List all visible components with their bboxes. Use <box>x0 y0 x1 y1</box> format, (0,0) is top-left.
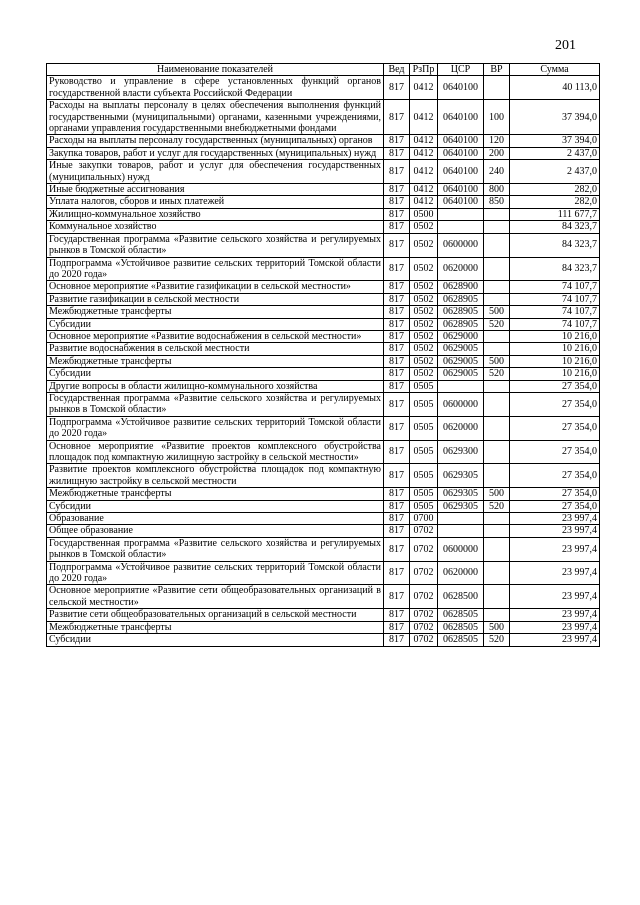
table-row <box>47 609 600 621</box>
table-row <box>47 100 600 135</box>
table-row <box>47 380 600 392</box>
cell-ved: 817 <box>384 561 410 585</box>
table-row <box>47 330 600 342</box>
cell-rzpr: 0502 <box>410 233 438 257</box>
table-row <box>47 233 600 257</box>
cell-ved: 817 <box>384 513 410 525</box>
cell-rzpr: 0502 <box>410 343 438 355</box>
cell-rzpr: 0502 <box>410 293 438 305</box>
cell-csr: 0640100 <box>438 76 484 100</box>
cell-csr: 0628500 <box>438 585 484 609</box>
header-row <box>47 64 600 76</box>
cell-csr: 0640100 <box>438 196 484 208</box>
cell-ved: 817 <box>384 440 410 464</box>
cell-vr <box>484 281 510 293</box>
cell-sum: 27 354,0 <box>510 464 600 488</box>
table-row <box>47 318 600 330</box>
cell-ved: 817 <box>384 343 410 355</box>
cell-rzpr: 0702 <box>410 634 438 646</box>
table-row <box>47 416 600 440</box>
cell-name: Развитие газификации в сельской местности <box>47 293 384 305</box>
cell-csr: 0620000 <box>438 257 484 281</box>
cell-sum: 23 997,4 <box>510 621 600 633</box>
cell-vr <box>484 609 510 621</box>
cell-name: Уплата налогов, сборов и иных платежей <box>47 196 384 208</box>
cell-ved: 817 <box>384 196 410 208</box>
cell-vr: 520 <box>484 368 510 380</box>
cell-rzpr: 0502 <box>410 221 438 233</box>
table-row <box>47 585 600 609</box>
cell-rzpr: 0412 <box>410 100 438 135</box>
cell-ved: 817 <box>384 76 410 100</box>
cell-rzpr: 0702 <box>410 561 438 585</box>
table-row <box>47 355 600 367</box>
cell-ved: 817 <box>384 585 410 609</box>
cell-sum: 10 216,0 <box>510 368 600 380</box>
cell-rzpr: 0702 <box>410 585 438 609</box>
cell-vr: 240 <box>484 160 510 184</box>
cell-csr <box>438 221 484 233</box>
cell-csr: 0629005 <box>438 343 484 355</box>
header-rzpr: РзПр <box>410 64 438 76</box>
cell-name: Расходы на выплаты персоналу в целях обеспечения выполнения функций государственными (муниципальными) органами, казенными учреждениями, органами управления государственными внебюджетными фондами <box>47 100 384 135</box>
cell-sum: 10 216,0 <box>510 355 600 367</box>
cell-rzpr: 0412 <box>410 160 438 184</box>
cell-vr <box>484 561 510 585</box>
table-header <box>47 64 600 76</box>
cell-name: Основное мероприятие «Развитие сети общеобразовательных организаций в сельской местности» <box>47 585 384 609</box>
cell-vr <box>484 221 510 233</box>
table-row <box>47 208 600 220</box>
cell-sum: 2 437,0 <box>510 147 600 159</box>
cell-csr: 0629005 <box>438 368 484 380</box>
cell-ved: 817 <box>384 233 410 257</box>
cell-name: Межбюджетные трансферты <box>47 621 384 633</box>
cell-ved: 817 <box>384 306 410 318</box>
cell-name: Подпрограмма «Устойчивое развитие сельских территорий Томской области до 2020 года» <box>47 561 384 585</box>
cell-ved: 817 <box>384 221 410 233</box>
cell-csr: 0628505 <box>438 634 484 646</box>
cell-sum: 27 354,0 <box>510 416 600 440</box>
cell-name: Субсидии <box>47 634 384 646</box>
cell-sum: 84 323,7 <box>510 221 600 233</box>
cell-sum: 27 354,0 <box>510 392 600 416</box>
cell-sum: 23 997,4 <box>510 525 600 537</box>
cell-ved: 817 <box>384 135 410 147</box>
table-row <box>47 221 600 233</box>
cell-name: Руководство и управление в сфере установленных функций органов государственной власти субъекта Российской Федерации <box>47 76 384 100</box>
cell-name: Подпрограмма «Устойчивое развитие сельских территорий Томской области до 2020 года» <box>47 416 384 440</box>
cell-name: Закупка товаров, работ и услуг для государственных (муниципальных) нужд <box>47 147 384 159</box>
cell-rzpr: 0505 <box>410 464 438 488</box>
table-row <box>47 196 600 208</box>
table-row <box>47 537 600 561</box>
cell-csr: 0640100 <box>438 135 484 147</box>
cell-ved: 817 <box>384 488 410 500</box>
cell-ved: 817 <box>384 100 410 135</box>
cell-rzpr: 0502 <box>410 368 438 380</box>
cell-sum: 10 216,0 <box>510 343 600 355</box>
cell-rzpr: 0412 <box>410 184 438 196</box>
cell-ved: 817 <box>384 500 410 512</box>
cell-rzpr: 0502 <box>410 318 438 330</box>
cell-ved: 817 <box>384 184 410 196</box>
cell-ved: 817 <box>384 281 410 293</box>
cell-csr: 0600000 <box>438 537 484 561</box>
table-row <box>47 281 600 293</box>
cell-sum: 23 997,4 <box>510 585 600 609</box>
table-row <box>47 257 600 281</box>
cell-rzpr: 0412 <box>410 76 438 100</box>
cell-name: Расходы на выплаты персоналу государственных (муниципальных) органов <box>47 135 384 147</box>
cell-vr: 520 <box>484 634 510 646</box>
cell-name: Государственная программа «Развитие сельского хозяйства и регулируемых рынков в Томской области» <box>47 233 384 257</box>
cell-vr <box>484 513 510 525</box>
cell-vr: 100 <box>484 100 510 135</box>
cell-ved: 817 <box>384 609 410 621</box>
cell-vr <box>484 392 510 416</box>
cell-csr: 0600000 <box>438 392 484 416</box>
cell-csr: 0629005 <box>438 355 484 367</box>
cell-sum: 37 394,0 <box>510 135 600 147</box>
cell-sum: 23 997,4 <box>510 537 600 561</box>
table-row <box>47 184 600 196</box>
cell-sum: 74 107,7 <box>510 281 600 293</box>
table-row <box>47 440 600 464</box>
cell-sum: 27 354,0 <box>510 440 600 464</box>
cell-vr <box>484 293 510 305</box>
cell-name: Субсидии <box>47 368 384 380</box>
cell-name: Развитие водоснабжения в сельской местности <box>47 343 384 355</box>
cell-sum: 282,0 <box>510 184 600 196</box>
header-ved: Вед <box>384 64 410 76</box>
cell-rzpr: 0505 <box>410 500 438 512</box>
cell-name: Коммунальное хозяйство <box>47 221 384 233</box>
page-number: 201 <box>555 38 576 53</box>
cell-csr: 0628905 <box>438 293 484 305</box>
table-row <box>47 160 600 184</box>
cell-rzpr: 0502 <box>410 330 438 342</box>
table-row <box>47 135 600 147</box>
cell-vr <box>484 440 510 464</box>
table-row <box>47 343 600 355</box>
cell-rzpr: 0505 <box>410 380 438 392</box>
table-row <box>47 392 600 416</box>
cell-vr: 800 <box>484 184 510 196</box>
cell-ved: 817 <box>384 318 410 330</box>
cell-csr: 0629305 <box>438 464 484 488</box>
cell-csr: 0620000 <box>438 561 484 585</box>
cell-csr <box>438 380 484 392</box>
cell-ved: 817 <box>384 416 410 440</box>
cell-ved: 817 <box>384 330 410 342</box>
cell-rzpr: 0702 <box>410 537 438 561</box>
cell-name: Другие вопросы в области жилищно-коммунального хозяйства <box>47 380 384 392</box>
cell-ved: 817 <box>384 621 410 633</box>
cell-name: Межбюджетные трансферты <box>47 488 384 500</box>
table-row <box>47 464 600 488</box>
cell-csr: 0628505 <box>438 621 484 633</box>
cell-vr <box>484 464 510 488</box>
cell-vr: 200 <box>484 147 510 159</box>
table-row <box>47 525 600 537</box>
table-row <box>47 147 600 159</box>
cell-sum: 10 216,0 <box>510 330 600 342</box>
cell-vr <box>484 233 510 257</box>
cell-name: Субсидии <box>47 318 384 330</box>
cell-sum: 27 354,0 <box>510 488 600 500</box>
cell-rzpr: 0412 <box>410 135 438 147</box>
cell-name: Государственная программа «Развитие сельского хозяйства и регулируемых рынков в Томской области» <box>47 537 384 561</box>
cell-sum: 23 997,4 <box>510 513 600 525</box>
cell-name: Межбюджетные трансферты <box>47 306 384 318</box>
header-sum: Сумма <box>510 64 600 76</box>
cell-sum: 74 107,7 <box>510 306 600 318</box>
table-row <box>47 488 600 500</box>
cell-csr <box>438 513 484 525</box>
cell-vr <box>484 416 510 440</box>
cell-csr <box>438 525 484 537</box>
cell-rzpr: 0505 <box>410 488 438 500</box>
cell-vr <box>484 330 510 342</box>
table-row <box>47 76 600 100</box>
cell-vr <box>484 585 510 609</box>
cell-ved: 817 <box>384 368 410 380</box>
cell-name: Межбюджетные трансферты <box>47 355 384 367</box>
cell-sum: 74 107,7 <box>510 293 600 305</box>
cell-csr: 0628900 <box>438 281 484 293</box>
cell-name: Основное мероприятие «Развитие газификации в сельской местности» <box>47 281 384 293</box>
cell-rzpr: 0502 <box>410 281 438 293</box>
cell-ved: 817 <box>384 464 410 488</box>
cell-rzpr: 0505 <box>410 440 438 464</box>
cell-ved: 817 <box>384 392 410 416</box>
cell-csr: 0629305 <box>438 488 484 500</box>
cell-sum: 23 997,4 <box>510 609 600 621</box>
table-row <box>47 561 600 585</box>
header-vr: ВР <box>484 64 510 76</box>
cell-csr: 0628505 <box>438 609 484 621</box>
cell-ved: 817 <box>384 147 410 159</box>
cell-rzpr: 0702 <box>410 609 438 621</box>
cell-csr: 0628905 <box>438 306 484 318</box>
cell-vr: 500 <box>484 355 510 367</box>
cell-name: Основное мероприятие «Развитие водоснабжения в сельской местности» <box>47 330 384 342</box>
table-row <box>47 368 600 380</box>
cell-ved: 817 <box>384 355 410 367</box>
cell-name: Развитие сети общеобразовательных организаций в сельской местности <box>47 609 384 621</box>
cell-sum: 23 997,4 <box>510 561 600 585</box>
cell-sum: 27 354,0 <box>510 380 600 392</box>
cell-rzpr: 0702 <box>410 621 438 633</box>
cell-csr: 0640100 <box>438 160 484 184</box>
cell-csr: 0629305 <box>438 500 484 512</box>
cell-sum: 111 677,7 <box>510 208 600 220</box>
cell-vr <box>484 76 510 100</box>
cell-vr: 850 <box>484 196 510 208</box>
cell-name: Субсидии <box>47 500 384 512</box>
cell-rzpr: 0505 <box>410 416 438 440</box>
cell-vr <box>484 380 510 392</box>
cell-ved: 817 <box>384 634 410 646</box>
budget-table <box>46 63 600 647</box>
cell-name: Иные бюджетные ассигнования <box>47 184 384 196</box>
header-csr: ЦСР <box>438 64 484 76</box>
cell-csr: 0640100 <box>438 147 484 159</box>
cell-vr: 520 <box>484 318 510 330</box>
cell-rzpr: 0505 <box>410 392 438 416</box>
table-row <box>47 293 600 305</box>
cell-name: Жилищно-коммунальное хозяйство <box>47 208 384 220</box>
cell-sum: 84 323,7 <box>510 257 600 281</box>
cell-name: Общее образование <box>47 525 384 537</box>
cell-sum: 37 394,0 <box>510 100 600 135</box>
cell-sum: 74 107,7 <box>510 318 600 330</box>
cell-csr: 0629300 <box>438 440 484 464</box>
cell-vr <box>484 343 510 355</box>
cell-name: Государственная программа «Развитие сельского хозяйства и регулируемых рынков в Томской области» <box>47 392 384 416</box>
cell-rzpr: 0702 <box>410 525 438 537</box>
cell-name: Образование <box>47 513 384 525</box>
cell-csr: 0628905 <box>438 318 484 330</box>
cell-vr <box>484 257 510 281</box>
cell-sum: 84 323,7 <box>510 233 600 257</box>
cell-csr: 0600000 <box>438 233 484 257</box>
cell-sum: 23 997,4 <box>510 634 600 646</box>
cell-ved: 817 <box>384 537 410 561</box>
cell-rzpr: 0502 <box>410 306 438 318</box>
cell-vr: 520 <box>484 500 510 512</box>
cell-rzpr: 0700 <box>410 513 438 525</box>
cell-sum: 282,0 <box>510 196 600 208</box>
cell-rzpr: 0502 <box>410 355 438 367</box>
cell-name: Основное мероприятие «Развитие проектов комплексного обустройства площадок под компактную жилищную застройку в сельской местности» <box>47 440 384 464</box>
header-name: Наименование показателей <box>47 64 384 76</box>
cell-ved: 817 <box>384 208 410 220</box>
cell-rzpr: 0412 <box>410 196 438 208</box>
table-row <box>47 634 600 646</box>
cell-vr: 500 <box>484 621 510 633</box>
cell-csr: 0629000 <box>438 330 484 342</box>
table-body <box>47 76 600 646</box>
cell-csr: 0640100 <box>438 100 484 135</box>
table-row <box>47 500 600 512</box>
table-row <box>47 306 600 318</box>
cell-name: Развитие проектов комплексного обустройства площадок под компактную жилищную застройку в сельской местности <box>47 464 384 488</box>
cell-ved: 817 <box>384 525 410 537</box>
cell-sum: 40 113,0 <box>510 76 600 100</box>
cell-rzpr: 0502 <box>410 257 438 281</box>
cell-ved: 817 <box>384 380 410 392</box>
cell-sum: 2 437,0 <box>510 160 600 184</box>
cell-vr: 500 <box>484 488 510 500</box>
cell-ved: 817 <box>384 293 410 305</box>
cell-vr: 500 <box>484 306 510 318</box>
table-row <box>47 513 600 525</box>
cell-ved: 817 <box>384 257 410 281</box>
cell-vr <box>484 525 510 537</box>
table-row <box>47 621 600 633</box>
cell-vr: 120 <box>484 135 510 147</box>
cell-ved: 817 <box>384 160 410 184</box>
cell-rzpr: 0500 <box>410 208 438 220</box>
cell-vr <box>484 208 510 220</box>
cell-sum: 27 354,0 <box>510 500 600 512</box>
cell-name: Иные закупки товаров, работ и услуг для обеспечения государственных (муниципальных) нужд <box>47 160 384 184</box>
cell-csr <box>438 208 484 220</box>
cell-vr <box>484 537 510 561</box>
cell-csr: 0620000 <box>438 416 484 440</box>
cell-csr: 0640100 <box>438 184 484 196</box>
cell-rzpr: 0412 <box>410 147 438 159</box>
cell-name: Подпрограмма «Устойчивое развитие сельских территорий Томской области до 2020 года» <box>47 257 384 281</box>
